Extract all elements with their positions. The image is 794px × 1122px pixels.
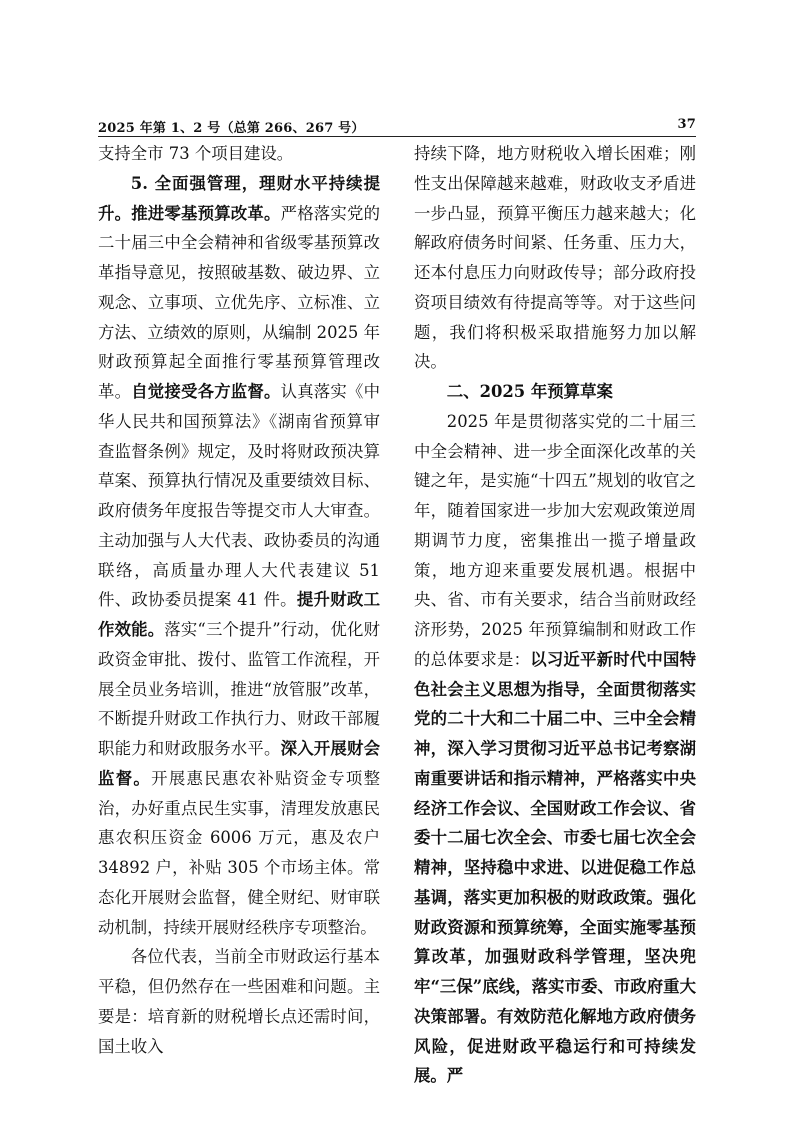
paragraph-continuation (414, 139, 696, 377)
paragraph-management (98, 169, 380, 943)
bold-heading: 提升财政工作效能。 (98, 590, 380, 639)
paragraph-text: 支持全市 73 个项目建设。 (98, 144, 294, 163)
bold-heading: 深入开展财会监督。 (98, 739, 381, 788)
header-rule (98, 136, 696, 137)
paragraph-text: 严格落实党的二十届三中全会精神和省级零基预算改革指导意见，按照破基数、破边界、立观念、立事项、立优先序、立标准、立方法、立绩效的原则，从编制 2025 年财政预算起全面推行零基预算管理改革。 (98, 203, 381, 401)
paragraph-text: 开展惠民惠农补贴资金专项整治，办好重点民生实事，清理发放惠民惠农积压资金 6006 万元，惠及农户 34892 户，补贴 305 个市场主体。常态化开展财会监督，健全财纪、财审联动机制，持续开展财经秩序专项整治。 (98, 768, 381, 937)
page-number: 37 (677, 117, 696, 132)
bold-heading: 5. 全面强管理，理财水平持续提升。推进零基预算改革。 (98, 173, 380, 223)
issue-info: 2025 年第 1、2 号（总第 266、267 号） (98, 121, 365, 136)
left-column (98, 139, 381, 1056)
paragraph-budget-requirements (414, 407, 696, 1091)
section-title-text: 二、2025 年预算草案 (446, 382, 613, 401)
bold-text: 以习近平新时代中国特色社会主义思想为指导，全面贯彻落实党的二十大和二十届二中、三中全会精神，深入学习贯彻习近平总书记考察湖南重要讲话和指示精神，严格落实中央经济工作会议、全国财政工作会议、省委十二届七次全会、市委七届七次全会精神，坚持稳中求进、以进促稳工作总基调，落实更加积极的财政政策。强化财政资源和预算统筹，全面实施零基预算改革，加强财政科学管理，坚决兜牢“三保”底线，落实市委、市政府重大决策部署。有效防范化解地方政府债务风险，促进财政平稳运行和可持续发展。严 (414, 649, 697, 1086)
paragraph-text: 落实“三个提升”行动，优化财政资金审批、拨付、监管工作流程，开展全员业务培训，推进“放管服”改革，不断提升财政工作执行力、财政干部履职能力和财政服务水平。 (98, 620, 380, 758)
paragraph-text: 2025 年是贯彻落实党的二十届三中全会精神、进一步全面深化改革的关键之年，是实施“十四五”规划的收官之年，随着国家进一步加大宏观政策逆周期调节力度，密集推出一揽子增量政策，地方迎来重要发展机遇。根据中央、省、市有关要求，结合当前财政经济形势，2025 年预算编制和财政工作的总体要求是： (414, 411, 696, 669)
page-header (98, 117, 696, 137)
paragraph-text: 持续下降，地方财税收入增长困难；刚性支出保障越来越难，财政收支矛盾进一步凸显，预算平衡压力越来越大；化解政府债务时间紧、任务重、压力大，还本付息压力向财政传导；部分政府投资项目绩效有待提高等等。对于这些问题，我们将积极采取措施努力加以解决。 (414, 144, 696, 372)
section-title (414, 377, 696, 407)
right-column (414, 139, 697, 1086)
paragraph-text: 认真落实《中华人民共和国预算法》《湖南省预算审查监督条例》规定，及时将财政预决算草案、预算执行情况及重要绩效目标、政府债务年度报告等提交市人大审查。主动加强与人大代表、政协委员的沟通联络，高质量办理人大代表建议 51 件、政协委员提案 41 件。 (98, 382, 381, 610)
paragraph-text: 各位代表，当前全市财政运行基本平稳，但仍然存在一些困难和问题。主要是：培育新的财税增长点还需时间，国土收入 (98, 947, 380, 1056)
bold-heading: 自觉接受各方监督。 (131, 382, 281, 401)
paragraph-continuation (98, 139, 380, 169)
paragraph-problems (98, 942, 380, 1061)
